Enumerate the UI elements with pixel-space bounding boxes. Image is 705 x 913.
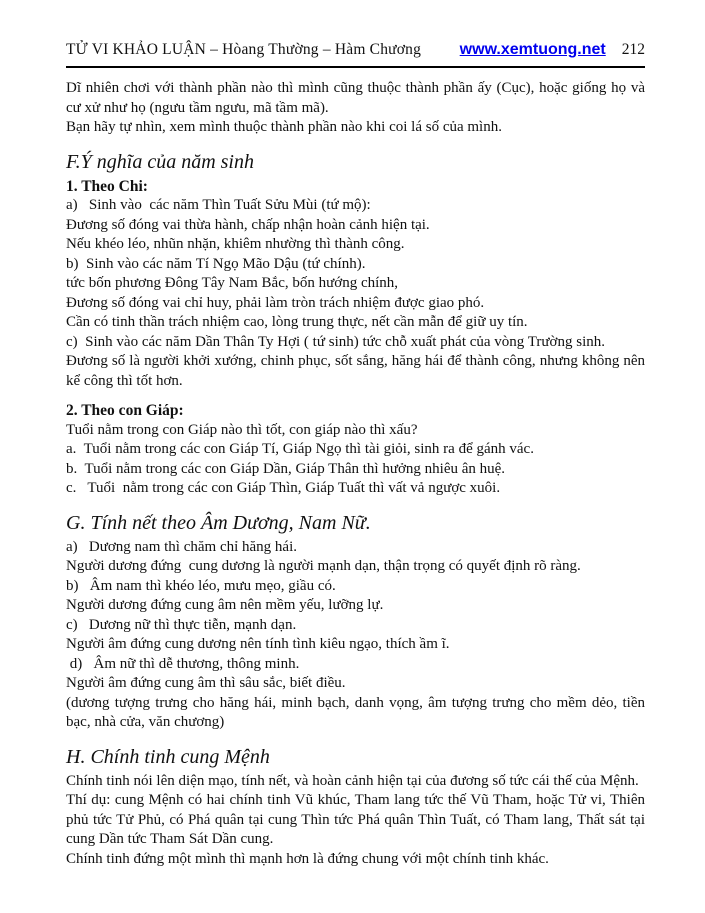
- text-line: b. Tuổi nằm trong các con Giáp Dần, Giáp Thân thì hưởng nhiêu ân huệ.: [66, 460, 506, 477]
- text-line: d) Âm nữ thì dễ thương, thông minh.: [66, 655, 300, 672]
- page-body: [66, 79, 649, 869]
- text-line: a. Tuổi nằm trong các con Giáp Tí, Giáp Ngọ thì tài giỏi, sinh ra để gánh vác.: [66, 441, 534, 457]
- website-link[interactable]: www.xemtuong.net: [459, 41, 606, 58]
- text-line: tức bốn phương Đông Tây Nam Bắc, bốn hướng chính,: [66, 275, 399, 291]
- text-line: Chính tinh nói lên diện mạo, tính nết, và hoàn cảnh hiện tại của đương số tức cái thế của Mệnh.: [66, 772, 639, 789]
- text-line: Đương số là người khởi xướng, chinh phục, sốt sắng, hăng hái để thành công, nhưng không nên kể công thì tốt hơn.: [66, 353, 649, 389]
- text-line: Thí dụ: cung Mệnh có hai chính tinh Vũ khúc, Tham lang tức thế Vũ Tham, hoặc Tử vi, Thiên phủ tức Tử Phủ, có Phá quân tại cung Thìn tức Phá quân Thìn Tuất, có Tham lang, Thất sát tại cung Dần tức Tham Sát Dần cung.: [66, 792, 649, 847]
- text-line: (dương tượng trưng cho hăng hái, minh bạch, danh vọng, âm tượng trưng cho mềm dẻo, tiền bạc, nhà cửa, văn chương): [66, 694, 649, 730]
- text-line: c. Tuổi nằm trong các con Giáp Thìn, Giáp Tuất thì vất vả ngược xuôi.: [66, 480, 501, 496]
- section-h-heading: H. Chính tinh cung Mệnh: [66, 745, 270, 768]
- text-line: Chính tinh đứng một mình thì mạnh hơn là đứng chung với một chính tinh khác.: [66, 850, 549, 867]
- text-line: Đương số đóng vai chỉ huy, phải làm tròn trách nhiệm được giao phó.: [66, 294, 485, 311]
- text-line: c) Dương nữ thì thực tiễn, mạnh dạn.: [66, 616, 297, 633]
- text-line: b) Sinh vào các năm Tí Ngọ Mão Dậu (tứ chính).: [66, 255, 366, 272]
- text-line: Cần có tinh thần trách nhiệm cao, lòng trung thực, nết cần mẫn để giữ uy tín.: [66, 314, 528, 330]
- page-header: [66, 40, 645, 60]
- text-line: Nếu khéo léo, nhũn nhặn, khiêm nhường thì thành công.: [66, 236, 405, 252]
- text-line: Người dương đứng cung dương là người mạnh dạn, thận trọng có quyết định rõ ràng.: [66, 558, 581, 574]
- header-right-group: [460, 40, 645, 60]
- text-line: Tuổi nằm trong con Giáp nào thì tốt, con giáp nào thì xấu?: [66, 421, 418, 438]
- page-number: 212: [621, 41, 645, 58]
- text-line: a) Dương nam thì chăm chỉ hăng hái.: [66, 538, 297, 555]
- text-line: b) Âm nam thì khéo léo, mưu mẹo, giầu có.: [66, 577, 336, 594]
- text-line: Người âm đứng cung âm thì sâu sắc, biết điều.: [66, 675, 346, 691]
- text-line: a) Sinh vào các năm Thìn Tuất Sửu Mùi (tứ mộ):: [66, 197, 371, 213]
- section-g-heading: G. Tính nết theo Âm Dương, Nam Nữ.: [66, 511, 371, 534]
- text-line: c) Sinh vào các năm Dần Thân Ty Hợi ( tứ sinh) tức chỗ xuất phát của vòng Trường sinh.: [66, 333, 605, 350]
- theo-chi-title: 1. Theo Chi:: [66, 177, 148, 195]
- theo-con-giap-title: 2. Theo con Giáp:: [66, 402, 184, 419]
- text-line: Người dương đứng cung âm nên mềm yếu, lưỡng lự.: [66, 597, 384, 613]
- header-divider: [66, 66, 645, 68]
- intro-paragraph-1: Dĩ nhiên chơi với thành phần nào thì mình cũng thuộc thành phần ấy (Cục), hoặc giống họ và cư xử như họ (ngưu tầm ngưu, mã tầm mã).: [66, 80, 649, 116]
- book-title: TỬ VI KHẢO LUẬN – Hòang Thường – Hàm Chương: [66, 41, 422, 58]
- text-line: Đương số đóng vai thừa hành, chấp nhận hoàn cảnh hiện tại.: [66, 216, 430, 233]
- text-line: Người âm đứng cung dương nên tính tình kiêu ngạo, thích ầm ĩ.: [66, 636, 450, 652]
- section-f-heading: F.Ý nghĩa của năm sinh: [66, 150, 254, 173]
- intro-paragraph-2: Bạn hãy tự nhìn, xem mình thuộc thành phần nào khi coi lá số của mình.: [66, 119, 502, 135]
